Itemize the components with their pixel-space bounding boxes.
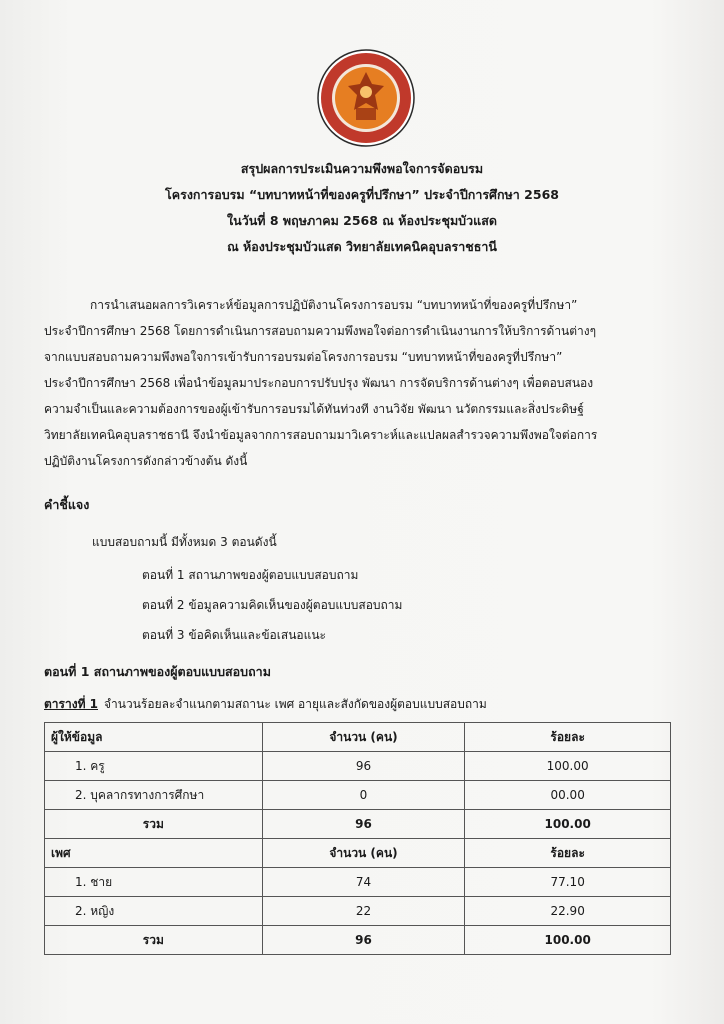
table-cell: 1. ชาย [45, 868, 263, 897]
table-row [45, 868, 671, 897]
paragraph-line: จากแบบสอบถามความพึงพอใจการเข้ารับการอบรมต่อโครงการอบรม “บทบาทหน้าที่ของครูที่ปรึกษา” [44, 350, 563, 364]
table-cell: 96 [262, 752, 465, 781]
paragraph-line: ประจำปีการศึกษา 2568 โดยการดำเนินการสอบถามความพึงพอใจต่อการดำเนินงานการให้บริการด้านต่างๆ [44, 324, 597, 338]
table-row [45, 897, 671, 926]
paragraph-line: ปฏิบัติงานโครงการดังกล่าวข้างต้น ดังนี้ [44, 454, 248, 468]
table-cell: 22 [262, 897, 465, 926]
explanation-intro: แบบสอบถามนี้ มีทั้งหมด 3 ตอนดังนี้ [92, 535, 277, 549]
table-row [45, 781, 671, 810]
table-total-row [45, 810, 671, 839]
total-cell: 96 [262, 810, 465, 839]
project-title: โครงการอบรม “บทบาทหน้าที่ของครูที่ปรึกษา” ประจำปีการศึกษา 2568 [165, 187, 559, 202]
part-item: ตอนที่ 1 สถานภาพของผู้ตอบแบบสอบถาม [142, 568, 359, 582]
header-cell: ร้อยละ [465, 839, 671, 868]
document-titles [0, 156, 724, 260]
paragraph-line: ประจำปีการศึกษา 2568 เพื่อนำข้อมูลมาประกอบการปรับปรุง พัฒนา การจัดบริการด้านต่างๆ เพื่อตอบสนอง [44, 376, 594, 390]
total-cell: 96 [262, 926, 465, 955]
college-seal-icon [316, 48, 416, 148]
header-cell: ผู้ให้ข้อมูล [45, 723, 263, 752]
total-cell: 100.00 [465, 810, 671, 839]
table-cell: 0 [262, 781, 465, 810]
header-cell: จำนวน (คน) [262, 839, 465, 868]
respondent-table [44, 722, 671, 955]
table-cell: 2. หญิง [45, 897, 263, 926]
event-venue: ณ ห้องประชุมบัวแสด วิทยาลัยเทคนิคอุบลราชธานี [227, 239, 497, 254]
table-header-row [45, 839, 671, 868]
parts-list [142, 565, 402, 655]
table-caption [44, 695, 487, 714]
header-cell: จำนวน (คน) [262, 723, 465, 752]
paragraph-line: วิทยาลัยเทคนิคอุบลราชธานี จึงนำข้อมูลจากการสอบถามมาวิเคราะห์และแปลผลสำรวจความพึงพอใจต่อการ [44, 428, 598, 442]
table-cell: 1. ครู [45, 752, 263, 781]
part-item: ตอนที่ 2 ข้อมูลความคิดเห็นของผู้ตอบแบบสอบถาม [142, 598, 403, 612]
table-total-row [45, 926, 671, 955]
table-cell: 00.00 [465, 781, 671, 810]
intro-paragraph [44, 292, 680, 474]
table-cell: 22.90 [465, 897, 671, 926]
table-cell: 2. บุคลากรทางการศึกษา [45, 781, 263, 810]
header-cell: ร้อยละ [465, 723, 671, 752]
table-caption-label: ตารางที่ 1 [44, 697, 99, 711]
paragraph-line: การนำเสนอผลการวิเคราะห์ข้อมูลการปฏิบัติงานโครงการอบรม “บทบาทหน้าที่ของครูที่ปรึกษา” [90, 298, 578, 312]
table-cell: 77.10 [465, 868, 671, 897]
document-title: สรุปผลการประเมินความพึงพอใจการจัดอบรม [240, 161, 484, 176]
paragraph-line: ความจำเป็นและความต้องการของผู้เข้ารับการอบรมได้ทันท่วงที งานวิจัย พัฒนา นวัตกรรมและสิ่งประดิษฐ์ [44, 402, 584, 416]
event-date: ในวันที่ 8 พฤษภาคม 2568 ณ ห้องประชุมบัวแสด [227, 213, 497, 228]
total-cell: รวม [45, 810, 263, 839]
table-row [45, 752, 671, 781]
header-cell: เพศ [45, 839, 263, 868]
total-cell: รวม [45, 926, 263, 955]
part1-heading: ตอนที่ 1 สถานภาพของผู้ตอบแบบสอบถาม [44, 664, 271, 679]
explanation-heading: คำชี้แจง [44, 497, 90, 512]
part-item: ตอนที่ 3 ข้อคิดเห็นและข้อเสนอแนะ [142, 628, 326, 642]
table-cell: 74 [262, 868, 465, 897]
table-header-row [45, 723, 671, 752]
table-cell: 100.00 [465, 752, 671, 781]
total-cell: 100.00 [465, 926, 671, 955]
table-caption-text: จำนวนร้อยละจำแนกตามสถานะ เพศ อายุและสังกัดของผู้ตอบแบบสอบถาม [104, 697, 487, 711]
